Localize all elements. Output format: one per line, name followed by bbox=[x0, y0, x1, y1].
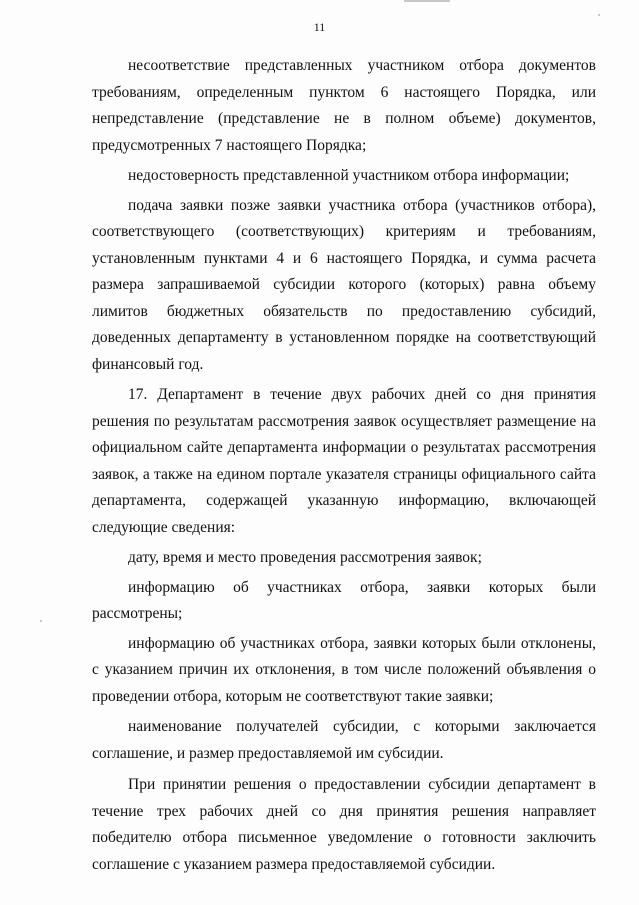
paragraph: дату, время и место проведения рассмотрения заявок; bbox=[128, 549, 482, 566]
paragraph: наименование получателей субсидии, с которыми заключается соглашение, и размер предоставляемой им субсидии. bbox=[92, 718, 596, 762]
paragraph: несоответствие представленных участником отбора документов требованиям, определенным пунктом 6 настоящего Порядка, или непредставление (представление не в полном объеме) документов, предусмотренных 7 настоящего Порядка; bbox=[92, 57, 596, 154]
paragraph: 17. Департамент в течение двух рабочих дней со дня принятия решения по результатам рассмотрения заявок осуществляет размещение на официальном сайте департамента информации о результатах рассмотрения заявок, а также на едином портале указателя страницы официального сайта департамента, содержащей указанную информацию, включающей следующие сведения: bbox=[92, 386, 596, 536]
paragraph: При принятии решения о предоставлении субсидии департамент в течение трех рабочих дней со дня принятия решения направляет победителю отбора письменное уведомление о готовности заключить соглашение с указанием размера предоставляемой субсидии. bbox=[92, 776, 596, 873]
scan-artifact-left bbox=[40, 620, 42, 622]
paragraph: недостоверность представленной участником отбора информации; bbox=[128, 167, 570, 184]
page-number: 11 bbox=[313, 20, 326, 34]
document-body bbox=[92, 53, 596, 878]
paragraph: информацию об участниках отбора, заявки которых были рассмотрены; bbox=[92, 578, 596, 622]
paragraph: подача заявки позже заявки участника отбора (участников отбора), соответствующего (соответствующих) критериям и требованиям, установленным пунктами 4 и 6 настоящего Порядка, и сумма расчета размера запрашиваемой субсидии которого (которых) равна объему лимитов бюджетных обязательств по предоставлению субсидий, доведенных департаменту в установленном порядке на соответствующий финансовый год. bbox=[92, 196, 596, 373]
scan-artifact-right bbox=[598, 14, 600, 16]
paragraph: информацию об участниках отбора, заявки которых были отклонены, с указанием причин их отклонения, в том числе положений объявления о проведении отбора, которым не соответствуют такие заявки; bbox=[92, 634, 596, 705]
scan-artifact-top bbox=[404, 0, 450, 2]
